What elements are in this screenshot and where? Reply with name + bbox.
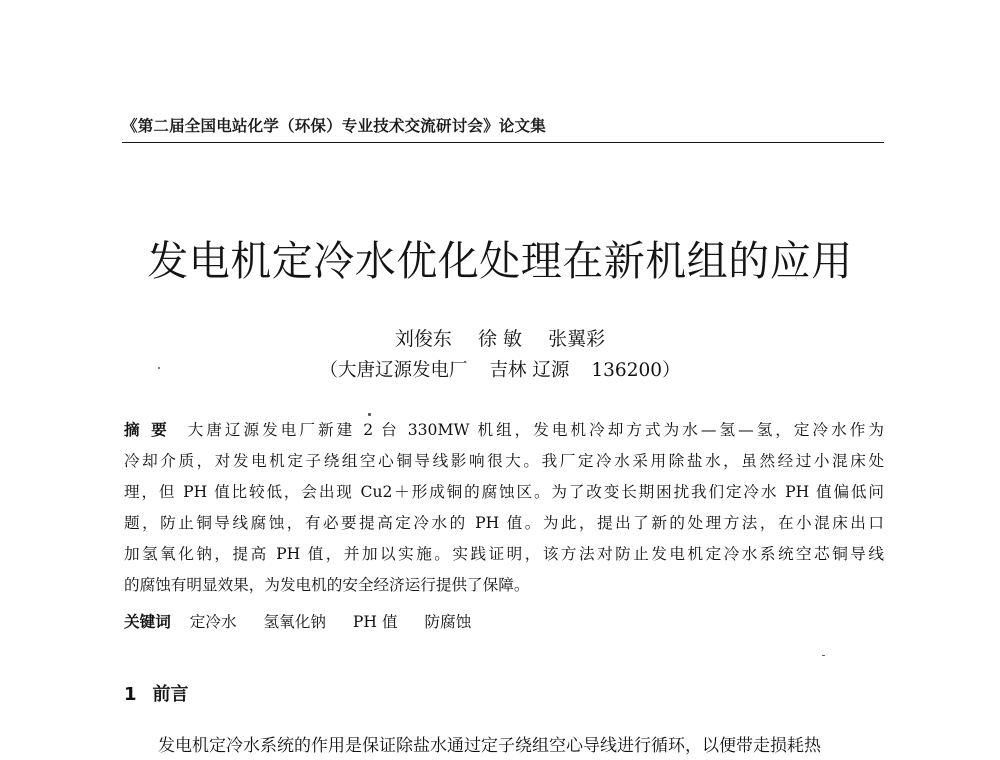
abstract-line: 理，但 PH 值比较低，会出现 Cu2＋形成铜的腐蚀区。为了改变长期困扰我们定冷水 PH 值偏低问 [124, 483, 884, 501]
author-list [0, 324, 1000, 351]
paper-title: 发电机定冷水优化处理在新机组的应用 [147, 237, 853, 285]
keyword: 氢氧化钠 [263, 613, 326, 631]
body-paragraph: 发电机定冷水系统的作用是保证除盐水通过定子绕组空心导线进行循环，以便带走损耗热 [158, 736, 821, 756]
affiliation-close-paren: ） [662, 360, 681, 381]
keywords [124, 610, 884, 632]
header-rule [122, 142, 884, 143]
abstract [124, 415, 884, 601]
affiliation [0, 356, 1000, 382]
affiliation-open-paren: （ [319, 360, 338, 381]
keyword: 防腐蚀 [424, 613, 472, 631]
section-title: 前言 [152, 684, 189, 705]
keyword: PH 值 [352, 613, 398, 631]
affiliation-zip: 136200 [591, 360, 663, 381]
scan-speck [158, 367, 160, 369]
affiliation-org: 大唐辽源发电厂 [337, 360, 468, 381]
abstract-line: 题，防止铜导线腐蚀，有必要提高定冷水的 PH 值。为此，提出了新的处理方法，在小混床出口 [124, 514, 884, 532]
keywords-label: 关键词 [124, 613, 171, 631]
abstract-line: 冷却介质，对发电机定子绕组空心铜导线影响很大。我厂定冷水采用除盐水，虽然经过小混床处 [124, 452, 884, 470]
scan-speck [822, 655, 825, 656]
author-name: 张翼彩 [548, 328, 606, 350]
author-name: 徐 敏 [477, 328, 523, 350]
keyword: 定冷水 [189, 613, 237, 631]
scan-speck [368, 413, 371, 416]
abstract-label: 摘 要 [124, 421, 170, 439]
section-number: 1 [124, 684, 137, 705]
abstract-line: 加氢氧化钠，提高 PH 值，并加以实施。实践证明，该方法对防止发电机定冷水系统空芯铜导线 [124, 545, 884, 563]
abstract-line [124, 415, 884, 446]
section-heading [124, 680, 189, 706]
affiliation-city: 吉林 辽源 [489, 360, 570, 381]
author-name: 刘俊东 [394, 328, 452, 350]
abstract-text: 大唐辽源发电厂新建 2 台 330MW 机组，发电机冷却方式为水—氢—氢，定冷水作为 [187, 421, 884, 439]
abstract-line: 的腐蚀有明显效果，为发电机的安全经济运行提供了保障。 [124, 576, 530, 594]
running-header: 《第二届全国电站化学（环保）专业技术交流研讨会》论文集 [122, 117, 546, 135]
